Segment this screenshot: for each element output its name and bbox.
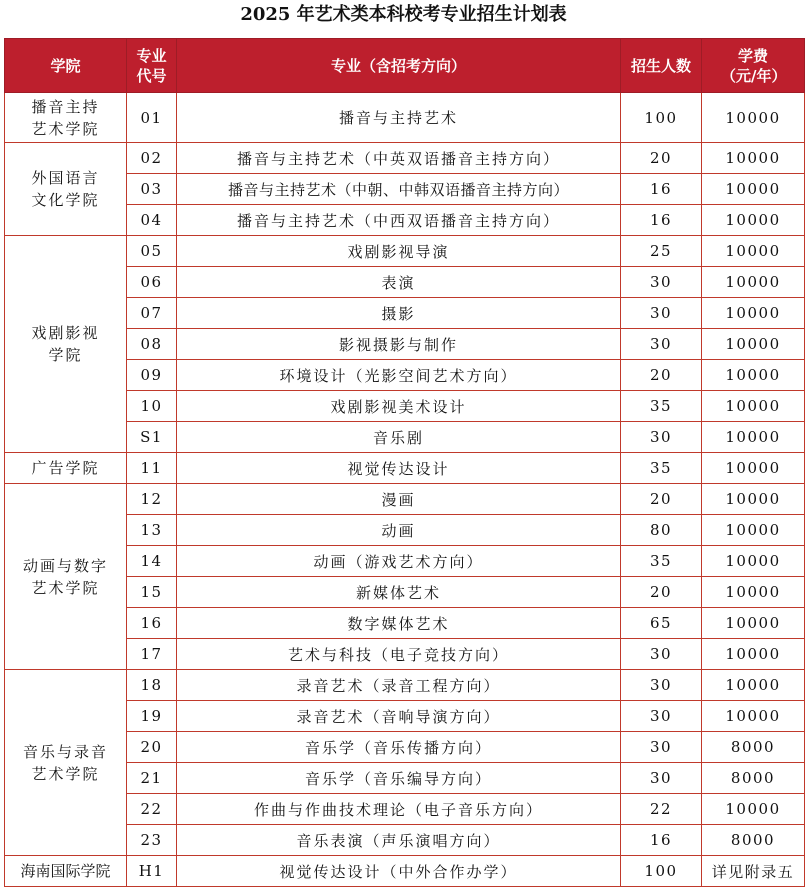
- major-cell: 播音与主持艺术（中西双语播音主持方向）: [177, 205, 621, 236]
- count-cell: 20: [621, 360, 702, 391]
- table-row: [5, 236, 805, 267]
- count-cell: 16: [621, 825, 702, 856]
- code-cell: 04: [127, 205, 177, 236]
- count-cell: 30: [621, 298, 702, 329]
- college-name: 外国语言文化学院: [31, 169, 100, 209]
- major-cell: 新媒体艺术: [177, 577, 621, 608]
- enrollment-table: [4, 38, 805, 887]
- count-cell: 16: [621, 174, 702, 205]
- fee-cell: 10000: [702, 143, 805, 174]
- table-row: [5, 453, 805, 484]
- code-cell: 06: [127, 267, 177, 298]
- code-cell: 23: [127, 825, 177, 856]
- code-cell: 10: [127, 391, 177, 422]
- major-cell: 动画: [177, 515, 621, 546]
- count-cell: 35: [621, 546, 702, 577]
- college-name: 戏剧影视学院: [31, 324, 100, 364]
- table-row: [5, 93, 805, 143]
- table-row: [5, 670, 805, 701]
- fee-cell: 10000: [702, 484, 805, 515]
- code-cell: 01: [127, 93, 177, 143]
- count-cell: 30: [621, 732, 702, 763]
- count-cell: 35: [621, 391, 702, 422]
- major-cell: 动画（游戏艺术方向）: [177, 546, 621, 577]
- count-cell: 30: [621, 670, 702, 701]
- count-cell: 35: [621, 453, 702, 484]
- header-code-text: 专业代号: [136, 46, 167, 85]
- code-cell: 05: [127, 236, 177, 267]
- code-cell: 13: [127, 515, 177, 546]
- fee-cell: 10000: [702, 453, 805, 484]
- header-fee: [702, 39, 805, 93]
- fee-cell: 8000: [702, 763, 805, 794]
- major-cell: 戏剧影视美术设计: [177, 391, 621, 422]
- college-name: 广告学院: [31, 459, 100, 477]
- fee-cell: 10000: [702, 391, 805, 422]
- fee-cell: 10000: [702, 360, 805, 391]
- college-cell: [5, 670, 127, 856]
- table-row: [5, 484, 805, 515]
- count-cell: 30: [621, 701, 702, 732]
- count-cell: 22: [621, 794, 702, 825]
- major-cell: 摄影: [177, 298, 621, 329]
- table-header-row: [5, 39, 805, 93]
- count-cell: 65: [621, 608, 702, 639]
- count-cell: 80: [621, 515, 702, 546]
- code-cell: 03: [127, 174, 177, 205]
- fee-cell: 10000: [702, 205, 805, 236]
- major-cell: 音乐学（音乐编导方向）: [177, 763, 621, 794]
- college-name: 播音主持艺术学院: [31, 97, 100, 138]
- major-cell: 表演: [177, 267, 621, 298]
- page-title: 2025 年艺术类本科校考专业招生计划表: [240, 4, 567, 25]
- code-cell: 08: [127, 329, 177, 360]
- college-cell: [5, 236, 127, 453]
- fee-cell: 详见附录五: [702, 856, 805, 887]
- college-name: 音乐与录音艺术学院: [22, 742, 108, 783]
- fee-cell: 10000: [702, 236, 805, 267]
- college-cell: [5, 484, 127, 670]
- fee-cell: 10000: [702, 546, 805, 577]
- college-cell: [5, 93, 127, 143]
- count-cell: 100: [621, 93, 702, 143]
- fee-cell: 10000: [702, 577, 805, 608]
- college-cell: [5, 143, 127, 236]
- count-cell: 100: [621, 856, 702, 887]
- fee-cell: 10000: [702, 515, 805, 546]
- major-cell: 作曲与作曲技术理论（电子音乐方向）: [177, 794, 621, 825]
- fee-cell: 10000: [702, 329, 805, 360]
- count-cell: 25: [621, 236, 702, 267]
- code-cell: 20: [127, 732, 177, 763]
- major-cell: 录音艺术（音响导演方向）: [177, 701, 621, 732]
- table-row: [5, 143, 805, 174]
- college-cell: [5, 453, 127, 484]
- major-cell: 播音与主持艺术: [177, 93, 621, 143]
- code-cell: S1: [127, 422, 177, 453]
- code-cell: 17: [127, 639, 177, 670]
- major-cell: 播音与主持艺术（中朝、中韩双语播音主持方向）: [177, 174, 621, 205]
- code-cell: 12: [127, 484, 177, 515]
- code-cell: 16: [127, 608, 177, 639]
- code-cell: 22: [127, 794, 177, 825]
- college-name: 动画与数字艺术学院: [22, 556, 108, 597]
- header-fee-text: 学费（元/年）: [721, 46, 787, 85]
- college-cell: [5, 856, 127, 887]
- major-cell: 音乐表演（声乐演唱方向）: [177, 825, 621, 856]
- table-row: [5, 856, 805, 887]
- major-cell: 录音艺术（录音工程方向）: [177, 670, 621, 701]
- header-major: 专业（含招考方向）: [177, 39, 621, 93]
- count-cell: 30: [621, 639, 702, 670]
- major-cell: 数字媒体艺术: [177, 608, 621, 639]
- code-cell: 07: [127, 298, 177, 329]
- fee-cell: 10000: [702, 298, 805, 329]
- fee-cell: 10000: [702, 267, 805, 298]
- code-cell: 14: [127, 546, 177, 577]
- header-code: [127, 39, 177, 93]
- count-cell: 20: [621, 143, 702, 174]
- code-cell: 21: [127, 763, 177, 794]
- college-name: 海南国际学院: [20, 862, 111, 880]
- major-cell: 戏剧影视导演: [177, 236, 621, 267]
- fee-cell: 10000: [702, 93, 805, 143]
- major-cell: 视觉传达设计: [177, 453, 621, 484]
- code-cell: 19: [127, 701, 177, 732]
- major-cell: 播音与主持艺术（中英双语播音主持方向）: [177, 143, 621, 174]
- fee-cell: 10000: [702, 174, 805, 205]
- count-cell: 16: [621, 205, 702, 236]
- code-cell: H1: [127, 856, 177, 887]
- major-cell: 音乐剧: [177, 422, 621, 453]
- fee-cell: 10000: [702, 608, 805, 639]
- code-cell: 09: [127, 360, 177, 391]
- count-cell: 20: [621, 577, 702, 608]
- fee-cell: 10000: [702, 639, 805, 670]
- major-cell: 漫画: [177, 484, 621, 515]
- count-cell: 30: [621, 422, 702, 453]
- count-cell: 20: [621, 484, 702, 515]
- fee-cell: 10000: [702, 670, 805, 701]
- code-cell: 18: [127, 670, 177, 701]
- fee-cell: 10000: [702, 701, 805, 732]
- major-cell: 视觉传达设计（中外合作办学）: [177, 856, 621, 887]
- major-cell: 影视摄影与制作: [177, 329, 621, 360]
- header-college: 学院: [5, 39, 127, 93]
- header-enroll: 招生人数: [621, 39, 702, 93]
- fee-cell: 10000: [702, 422, 805, 453]
- count-cell: 30: [621, 267, 702, 298]
- major-cell: 艺术与科技（电子竞技方向）: [177, 639, 621, 670]
- code-cell: 11: [127, 453, 177, 484]
- major-cell: 音乐学（音乐传播方向）: [177, 732, 621, 763]
- code-cell: 02: [127, 143, 177, 174]
- count-cell: 30: [621, 763, 702, 794]
- table-body: [5, 93, 805, 887]
- fee-cell: 8000: [702, 825, 805, 856]
- code-cell: 15: [127, 577, 177, 608]
- fee-cell: 8000: [702, 732, 805, 763]
- major-cell: 环境设计（光影空间艺术方向）: [177, 360, 621, 391]
- fee-cell: 10000: [702, 794, 805, 825]
- count-cell: 30: [621, 329, 702, 360]
